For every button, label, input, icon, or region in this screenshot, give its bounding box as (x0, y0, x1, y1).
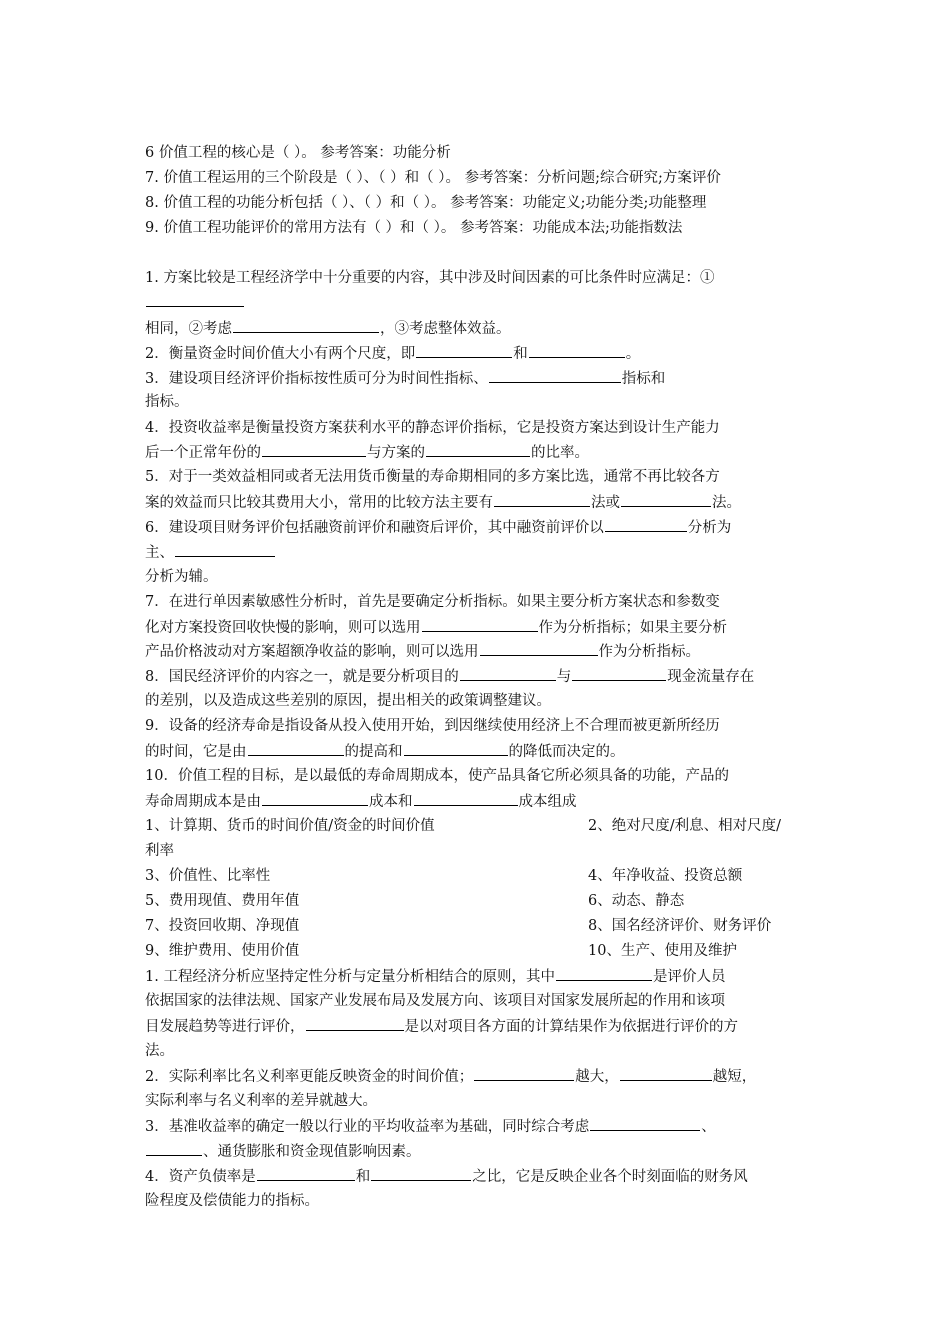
answer-3: 3、价值性、比率性 (145, 868, 271, 884)
question-9: 9．设备的经济寿命是指设备从投入使用开始，到因继续使用经济上不合理而被更新所经历 (145, 718, 720, 734)
part3-question-1: 1. 工程经济分析应坚持定性分析与定量分析相结合的原则，其中 是评价人员 (145, 966, 725, 987)
question-8-cont: 的差别，以及造成这些差别的原因，提出相关的政策调整建议。 (145, 693, 551, 709)
answer-4: 4、年净收益、投资总额 (588, 868, 743, 884)
quiz-line-6: 6 价值工程的核心是（ ）。 参考答案：功能分析 (145, 145, 451, 161)
part3-question-2-cont: 实际利率与名义利率的差异就越大。 (145, 1093, 377, 1109)
question-1-cont: 相同，②考虑 ，③考虑整体效益。 (145, 318, 511, 339)
answer-blank[interactable] (489, 368, 621, 383)
question-5: 5．对于一类效益相同或者无法用货币衡量的寿命期相同的多方案比选，通常不再比较各方 (145, 469, 720, 485)
answer-blank[interactable] (416, 343, 512, 358)
answer-10: 10、生产、使用及维护 (588, 943, 737, 959)
answer-blank[interactable] (233, 318, 379, 333)
answer-2: 2、绝对尺度/利息、相对尺度/ (588, 818, 781, 834)
answer-blank[interactable] (474, 1066, 574, 1081)
answer-5: 5、费用现值、费用年值 (145, 893, 300, 909)
answer-blank[interactable] (620, 1066, 712, 1081)
answer-blank[interactable] (460, 666, 556, 681)
answer-blank[interactable] (480, 641, 598, 656)
question-6-end: 分析为辅。 (145, 569, 218, 585)
question-5-cont: 案的效益而只比较其费用大小，常用的比较方法主要有 法或 法。 (145, 492, 741, 513)
answer-blank[interactable] (306, 1016, 404, 1031)
answer-1: 1、计算期、货币的时间价值/资金的时间价值 (145, 818, 435, 834)
question-7-cont: 化对方案投资回收快慢的影响，则可以选用 作为分析指标；如果主要分析 (145, 617, 727, 638)
question-10: 10．价值工程的目标，是以最低的寿命周期成本，使产品具备它所必须具备的功能，产品的 (145, 768, 729, 784)
answer-blank[interactable] (371, 1166, 471, 1181)
question-3-cont: 指标。 (145, 394, 189, 410)
part3-question-4: 4．资产负债率是 和 之比，它是反映企业各个时刻面临的财务风 (145, 1166, 748, 1187)
answer-blank[interactable] (556, 966, 652, 981)
answer-blank[interactable] (146, 292, 244, 307)
answer-2-cont: 利率 (145, 843, 174, 859)
question-3: 3．建设项目经济评价指标按性质可分为时间性指标、 指标和 (145, 368, 665, 389)
quiz-line-9: 9. 价值工程功能评价的常用方法有（ ）和（ ）。 参考答案：功能成本法;功能指数法 (145, 220, 683, 236)
question-10-cont: 寿命周期成本是由 成本和 成本组成 (145, 791, 577, 812)
question-6-cont: 主、 (145, 542, 276, 563)
question-9-cont: 的时间，它是由 的提高和 的降低而决定的。 (145, 741, 625, 762)
part3-question-3-cont: 、通货膨胀和资金现值影响因素。 (145, 1141, 421, 1162)
answer-blank[interactable] (422, 617, 538, 632)
answer-blank[interactable] (605, 517, 687, 532)
answer-7: 7、投资回收期、净现值 (145, 918, 300, 934)
question-4: 4．投资收益率是衡量投资方案获利水平的静态评价指标，它是投资方案达到设计生产能力 (145, 420, 720, 436)
answer-blank[interactable] (257, 1166, 355, 1181)
answer-blank[interactable] (414, 791, 518, 806)
part3-question-1-end: 法。 (145, 1043, 174, 1059)
answer-blank[interactable] (590, 1116, 700, 1131)
question-4-cont: 后一个正常年份的 与方案的 的比率。 (145, 442, 589, 463)
answer-blank[interactable] (146, 1141, 202, 1156)
answer-blank[interactable] (262, 791, 368, 806)
answer-blank[interactable] (404, 741, 508, 756)
part3-question-1-cont: 依据国家的法律法规、国家产业发展布局及发展方向、该项目对国家发展所起的作用和该项 (145, 993, 725, 1009)
part3-question-2: 2．实际利率比名义利率更能反映资金的时间价值； 越大， 越短， (145, 1066, 756, 1087)
answer-blank[interactable] (494, 492, 590, 507)
answer-blank[interactable] (426, 442, 530, 457)
answer-blank[interactable] (175, 542, 275, 557)
question-2: 2．衡量资金时间价值大小有两个尺度，即 和 。 (145, 343, 640, 364)
quiz-line-8: 8. 价值工程的功能分析包括（ ）、（ ）和（ ）。 参考答案：功能定义;功能分类;功能整理 (145, 195, 707, 211)
question-8: 8．国民经济评价的内容之一，就是要分析项目的 与 现金流量存在 (145, 666, 754, 687)
question-7: 7．在进行单因素敏感性分析时，首先是要确定分析指标。如果主要分析方案状态和参数变 (145, 594, 720, 610)
answer-blank[interactable] (621, 492, 711, 507)
answer-blank[interactable] (572, 666, 666, 681)
question-7-cont2: 产品价格波动对方案超额净收益的影响，则可以选用 作为分析指标。 (145, 641, 700, 662)
answer-blank[interactable] (529, 343, 625, 358)
answer-blank[interactable] (248, 741, 344, 756)
part3-question-1-cont2: 目发展趋势等进行评价， 是以对项目各方面的计算结果作为依据进行评价的方 (145, 1016, 738, 1037)
question-1: 1. 方案比较是工程经济学中十分重要的内容，其中涉及时间因素的可比条件时应满足：① (145, 270, 715, 286)
part3-question-4-cont: 险程度及偿债能力的指标。 (145, 1193, 319, 1209)
answer-6: 6、动态、静态 (588, 893, 685, 909)
part3-question-3: 3．基准收益率的确定一般以行业的平均收益率为基础，同时综合考虑 、 (145, 1116, 716, 1137)
question-1-blank-line (145, 292, 245, 313)
question-6: 6．建设项目财务评价包括融资前评价和融资后评价，其中融资前评价以 分析为 (145, 517, 731, 538)
answer-9: 9、维护费用、使用价值 (145, 943, 300, 959)
answer-8: 8、国名经济评价、财务评价 (588, 918, 772, 934)
answer-blank[interactable] (262, 442, 366, 457)
quiz-line-7: 7. 价值工程运用的三个阶段是（ ）、（ ）和（ ）。 参考答案：分析问题;综合研究;方案评价 (145, 170, 721, 186)
